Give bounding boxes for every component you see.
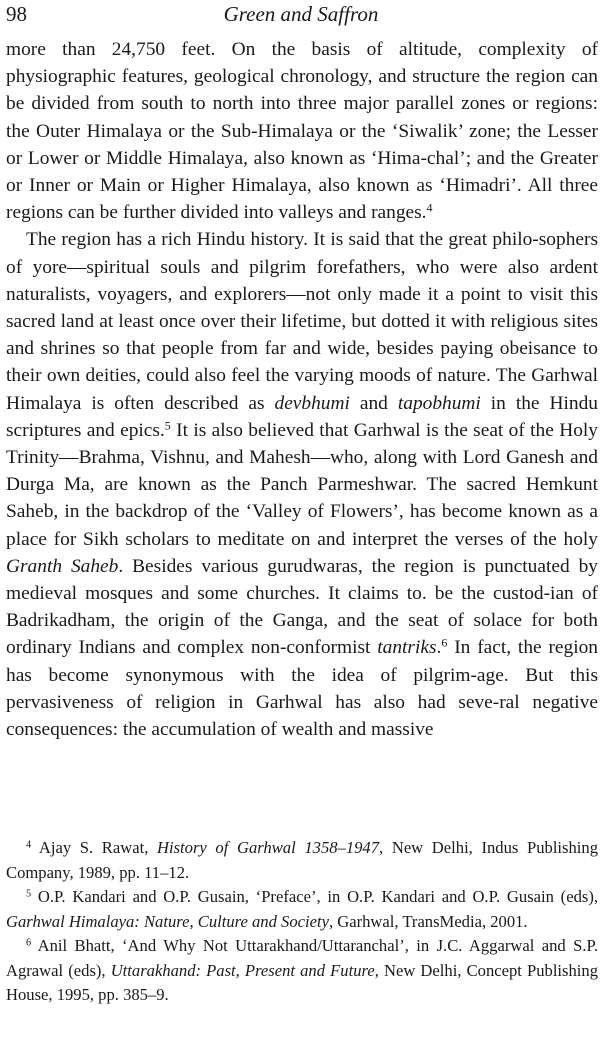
paragraph-text: The region has a rich Hindu history. It is said that the great philo-sophers of yore—spiritual souls and pilgrim forefathers, who were also ardent naturalists, voyagers, and explorers—not only made it a point to visit this sacred land at least once over their lifetime, but dotted it with religious sites and shrines so that people from far and wide, besides paying obeisance to their own deities, could also feel the varying moods of nature. The Garhwal Himalaya is often described as [6,229,598,414]
running-head [6,2,596,30]
paragraph-text: It is also believed that Garhwal is the seat of the Holy Trinity—Brahma, Vishnu, and Mahesh—who, along with Lord Ganesh and Durga Ma, are known as the Panch Parmeshwar. The sacred Hemkunt Saheb, in the backdrop of the ‘Valley of Flowers’, has become known as a place for Sikh scholars to meditate on and interpret the verses of the holy [6,419,598,550]
footnote-title: History of Garhwal 1358–1947 [157,838,380,857]
paragraph-text: in the Hindu scriptures and epics. [6,392,598,441]
page-number: 98 [6,2,27,26]
footnote-4 [6,836,598,885]
footnotes [6,836,598,1008]
footnote-ref-4: 4 [426,200,433,215]
footnote-5 [6,885,598,934]
footnote-text: Ajay S. Rawat, [31,838,157,857]
italic-term-tantriks: tantriks [377,637,437,659]
footnote-text: , New Delhi, Concept Publishing House, 1995, pp. 385–9. [6,960,598,1004]
paragraph-text: and [349,392,398,414]
footnote-ref-6: 6 [441,635,448,650]
italic-term-devbhumi: devbhumi [274,392,350,414]
paragraph-hindu-history [6,226,598,743]
footnote-ref-5: 5 [164,418,171,433]
footnote-text: , New Delhi, Indus Publishing Company, 1989, pp. 11–12. [6,838,599,882]
italic-term-tapobhumi: tapobhumi [397,392,481,414]
footnote-text: , Garhwal, TransMedia, 2001. [328,911,528,931]
body-text [6,36,598,743]
footnote-title: Garhwal Himalaya: Nature, Culture and Society [6,911,329,931]
paragraph-text: In fact, the region has become synonymous with the idea of pilgrim-age. But this pervasiveness of religion in Garhwal has also had seve-ral negative consequences: the accumulation of wealth and massive [6,637,598,741]
footnote-title: Uttarakhand: Past, Present and Future [110,960,375,980]
footnote-text: Anil Bhatt, ‘And Why Not Uttarakhand/Uttaranchal’, in J.C. Aggarwal and S.P. Agrawal (eds), [6,936,598,980]
footnote-number: 5 [26,888,32,900]
paragraph-text: more than 24,750 feet. On the basis of altitude, complexity of physiographic features, geological chronology, and structure the region can be divided from south to north into three major parallel zones or regions: the Outer Himalaya or the Sub-Himalaya or the ‘Siwalik’ zone; the Lesser or Lower or Middle Himalaya, also known as ‘Hima-chal’; and the Greater or Inner or Main or Higher Himalaya, also known as ‘Himadri’. All three regions can be further divided into valleys and ranges. [6,39,598,224]
running-title: Green and Saffron [223,2,379,26]
paragraph-text: . [436,637,442,659]
italic-term-granth-saheb: Granth Saheb [6,555,119,577]
footnote-6 [6,934,598,1008]
paragraph-continued [6,36,598,226]
paragraph-text: . Besides various gurudwaras, the region is punctuated by medieval mosques and some churches. It claims to. be the custod-ian of Badrikadham, the origin of the Ganga, and the seat of solace for both ordinary Indians and complex non-conformist [6,555,598,659]
footnote-text: O.P. Kandari and O.P. Gusain, ‘Preface’, in O.P. Kandari and O.P. Gusain (eds), [31,887,598,906]
footnote-number: 6 [26,937,32,949]
footnote-number: 4 [26,839,32,851]
